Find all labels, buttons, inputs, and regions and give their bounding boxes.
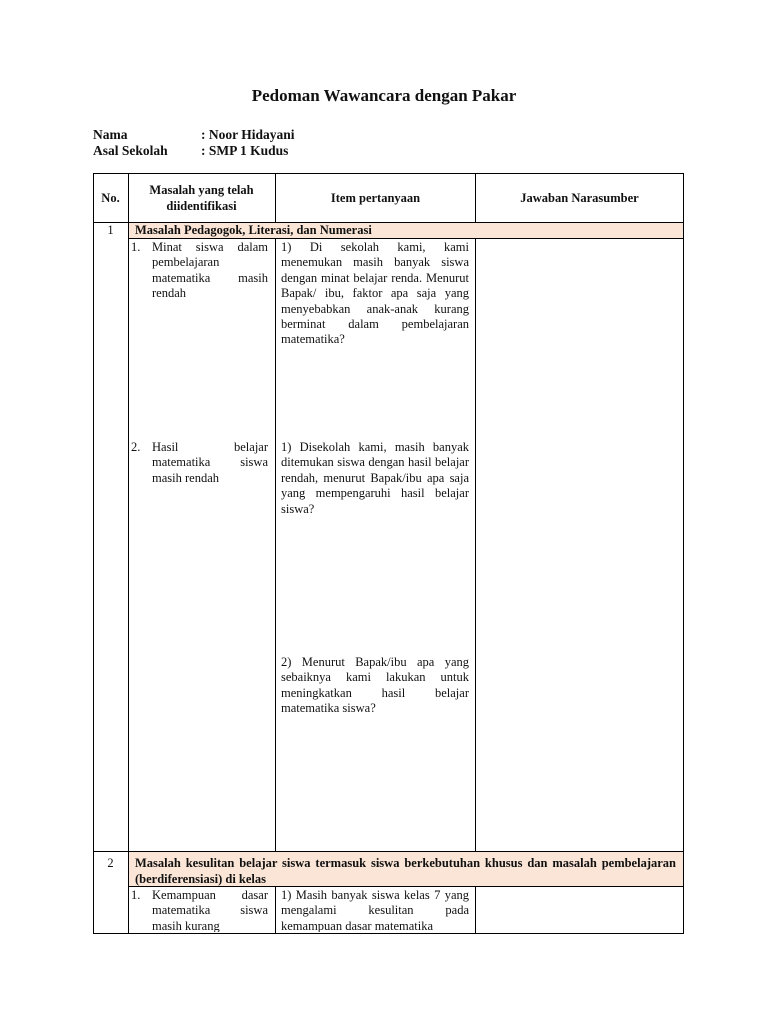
header-no: No. [101, 191, 120, 205]
table-border-right [683, 173, 684, 934]
problem-1-2-text: Hasil belajar matematika siswa masih rendah [152, 440, 268, 485]
sekolah-row [93, 143, 288, 159]
section-2-title: Masalah kesulitan belajar siswa termasuk siswa berkebutuhan khusus dan masalah pembelajaran (berdiferensiasi) di kelas [135, 856, 676, 886]
header-jawaban: Jawaban Narasumber [520, 191, 639, 205]
section-1-title: Masalah Pedagogok, Literasi, dan Numerasi [135, 223, 372, 237]
col-no-divider [128, 173, 129, 934]
sekolah-label: Asal Sekolah [93, 143, 168, 158]
problem-1-1-number: 1. [131, 240, 141, 254]
section-2-number: 2 [107, 856, 114, 870]
col-masalah-divider-s1 [275, 238, 276, 852]
nama-value: : Noor Hidayani [201, 127, 295, 142]
problem-1-2 [131, 440, 272, 520]
header-item: Item pertanyaan [330, 191, 421, 205]
question-1-2a: 1) Disekolah kami, masih banyak ditemukan siswa dengan hasil belajar rendah, menurut Bapak/ibu apa saja yang mempengaruhi hasil belajar siswa? [281, 440, 469, 516]
section-1-number: 1 [107, 223, 114, 237]
sekolah-value: : SMP 1 Kudus [201, 143, 289, 158]
header-masalah: Masalah yang telah diidentifikasi [149, 183, 254, 213]
nama-label: Nama [93, 127, 128, 142]
interview-table [93, 173, 684, 934]
problem-2-1-text: Kemampuan dasar matematika siswa masih kurang [152, 888, 268, 932]
col-masalah-divider-s2 [275, 886, 276, 934]
document-title: Pedoman Wawancara dengan Pakar [251, 86, 517, 105]
nama-row [93, 127, 295, 143]
problem-1-2-number: 2. [131, 440, 141, 454]
col-item-divider-s1 [475, 238, 476, 852]
question-1-2b: 2) Menurut Bapak/ibu apa yang sebaiknya kami lakukan untuk meningkatkan hasil belajar matematika siswa? [281, 655, 469, 716]
table-border-left [93, 173, 94, 934]
col-item-divider-s2 [475, 886, 476, 934]
section-1-end-line [93, 851, 684, 852]
table-border-bottom [93, 933, 684, 934]
problem-1-1-text: Minat siswa dalam pembelajaran matematika masih rendah [152, 240, 268, 301]
question-1-1: 1) Di sekolah kami, kami menemukan masih banyak siswa dengan minat belajar renda. Menurut Bapak/ ibu, faktor apa saja yang menyebabkan anak-anak kurang berminat dalam pembelajaran matematika? [281, 240, 469, 347]
problem-2-1 [131, 888, 272, 932]
problem-1-1 [131, 240, 272, 320]
problem-2-1-number: 1. [131, 888, 141, 902]
question-2-1: 1) Masih banyak siswa kelas 7 yang mengalami kesulitan pada kemampuan dasar matematika [281, 888, 469, 932]
